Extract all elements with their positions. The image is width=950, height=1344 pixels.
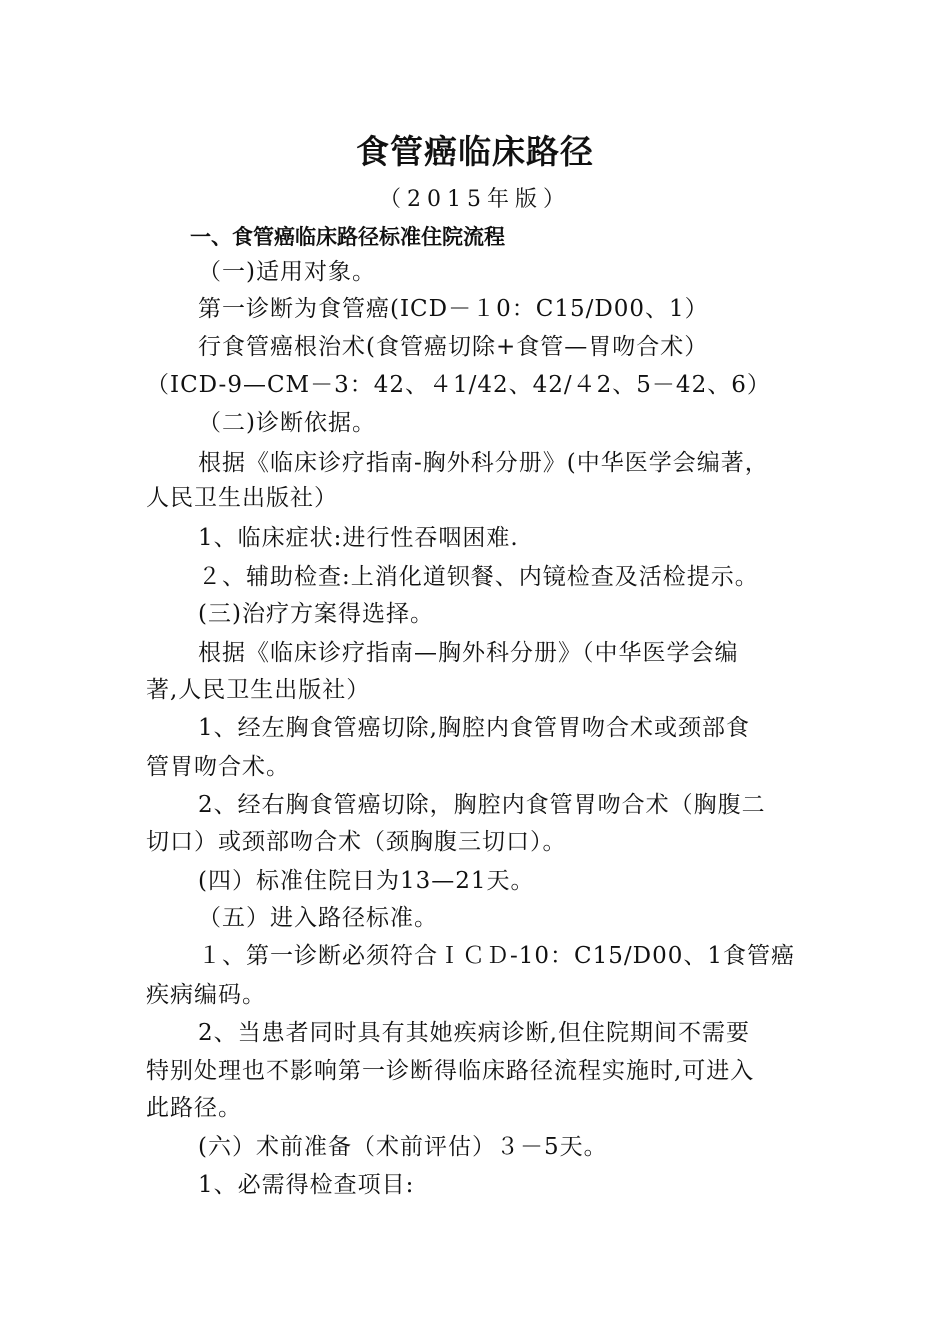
- paragraph-line: 切口）或颈部吻合术（颈胸腹三切口）。: [146, 829, 567, 855]
- paragraph-line: 根据《临床诊疗指南-胸外科分册》(中华医学会编著，: [198, 450, 769, 476]
- paragraph-line: 管胃吻合术。: [146, 754, 290, 780]
- document-title: 食管癌临床路径: [356, 132, 594, 171]
- document-subtitle: （2015年版）: [379, 187, 571, 212]
- paragraph-line: 1、临床症状:进行性吞咽困难.: [198, 525, 519, 551]
- paragraph-line: 2、当患者同时具有其她疾病诊断,但住院期间不需要: [198, 1020, 750, 1046]
- paragraph-line: ２、辅助检查:上消化道钡餐、内镜检查及活检提示。: [198, 564, 759, 590]
- paragraph-line: 著,人民卫生出版社）: [146, 677, 371, 703]
- subsection-heading: （二)诊断依据。: [198, 410, 376, 436]
- subsection-heading: (三)治疗方案得选择。: [198, 601, 434, 627]
- subsection-heading: (六）术前准备（术前评估）３－5天。: [198, 1134, 608, 1160]
- paragraph-line: 人民卫生出版社）: [146, 485, 338, 511]
- subsection-heading: (四）标准住院日为13—21天。: [198, 868, 535, 894]
- paragraph-line: 特别处理也不影响第一诊断得临床路径流程实施时,可进入: [146, 1058, 755, 1084]
- paragraph-line: １、第一诊断必须符合ＩＣＤ-10：C15/D00、1食管癌: [198, 943, 795, 969]
- paragraph-line: 1、必需得检查项目:: [198, 1172, 415, 1198]
- paragraph-line: 1、经左胸食管癌切除,胸腔内食管胃吻合术或颈部食: [198, 715, 750, 741]
- subsection-heading: （五）进入路径标准。: [198, 905, 438, 931]
- paragraph-line: 根据《临床诊疗指南—胸外科分册》（中华医学会编: [198, 640, 739, 666]
- paragraph-line: 疾病编码。: [146, 982, 266, 1008]
- section-heading: 一、食管癌临床路径标准住院流程: [190, 225, 505, 249]
- paragraph-line: 2、经右胸食管癌切除，胸腔内食管胃吻合术（胸腹二: [198, 792, 766, 818]
- paragraph-line: （ICD-9—CM－3：42、４1/42、42/４2、5－42、6）: [146, 372, 771, 398]
- paragraph-line: 第一诊断为食管癌(ICD－１0：C15/D00、1）: [198, 296, 709, 322]
- paragraph-line: 行食管癌根治术(食管癌切除+食管—胃吻合术）: [198, 334, 709, 360]
- paragraph-line: 此路径。: [146, 1095, 242, 1121]
- subsection-heading: （一)适用对象。: [198, 259, 376, 285]
